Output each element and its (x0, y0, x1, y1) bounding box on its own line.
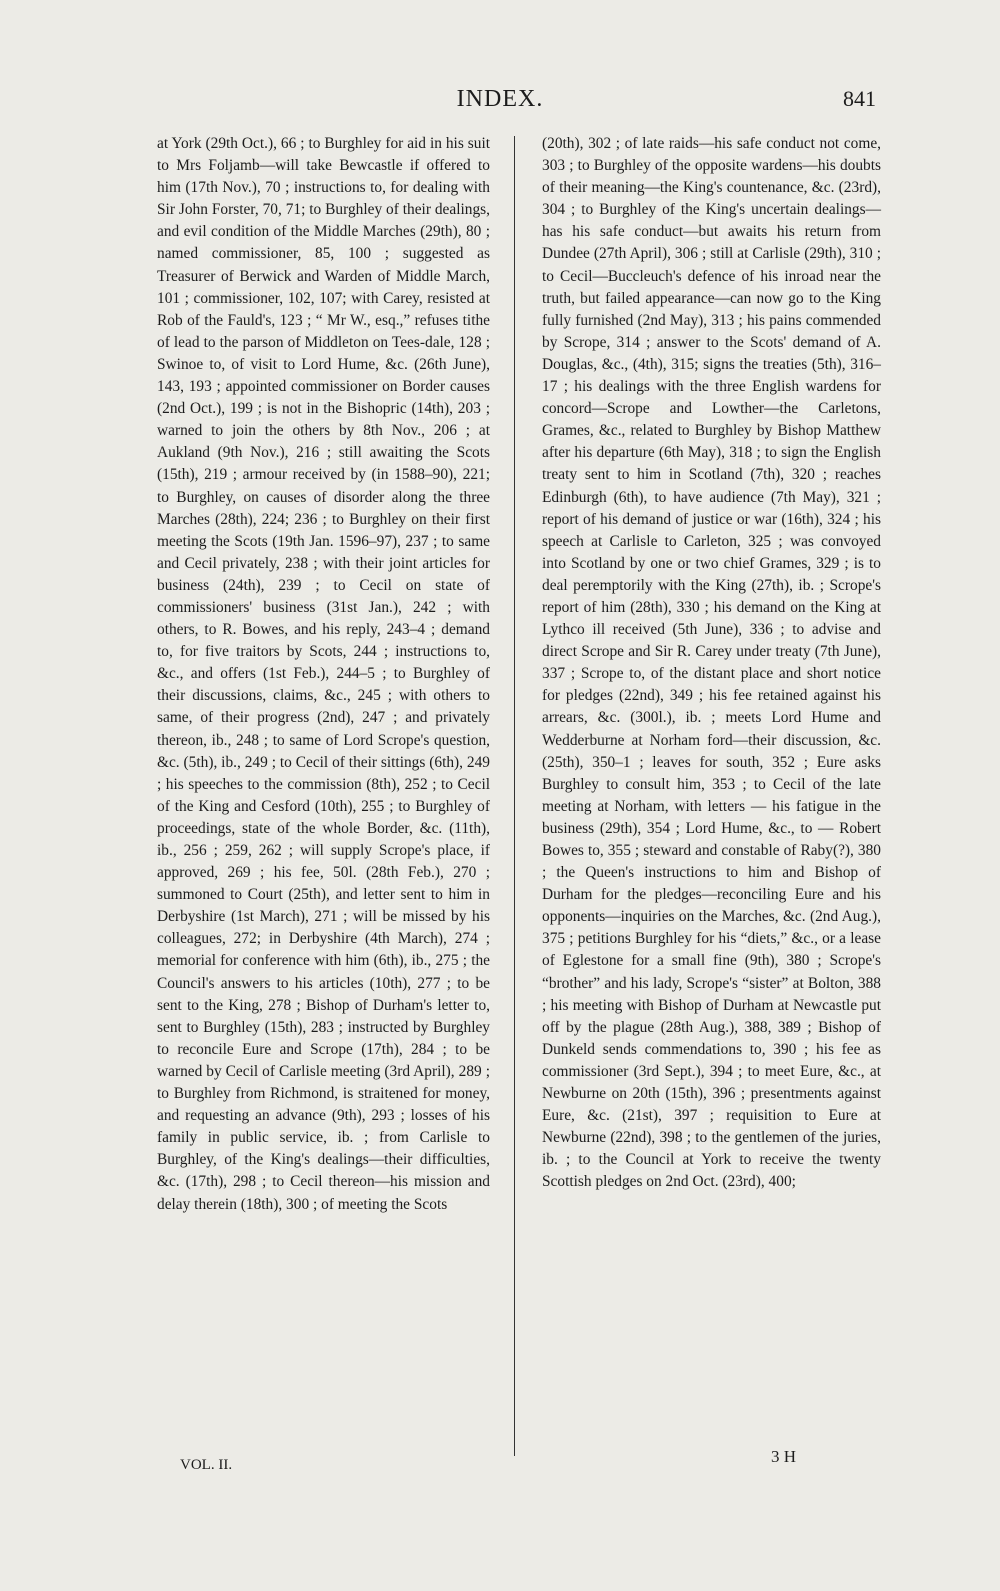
column-divider (514, 136, 515, 1456)
index-column-right (542, 133, 881, 1194)
volume-label: VOL. II. (180, 1457, 233, 1473)
page-title: INDEX. (456, 86, 544, 112)
page-number: 841 (843, 86, 876, 111)
signature-mark: 3 H (771, 1447, 797, 1466)
index-entry-text-left: at York (29th Oct.), 66 ; to Burghley for aid in his suit to Mrs Foljamb—will take Bewcastle if offered to him (17th Nov.), 70 ; instructions to, for dealing with Sir John Forster, 70, 71; to Burghley of their dealings, and evil condition of the Middle Marches (29th), 80 ; named commissioner, 85, 100 ; suggested as Treasurer of Berwick and Warden of Middle March, 101 ; commissioner, 102, 107; with Carey, resisted at Rob of the Fauld's, 123 ; “ Mr W., esq.,” refuses tithe of lead to the parson of Middleton on Tees-dale, 128 ; Swinoe to, of visit to Lord Hume, &c. (26th June), 143, 193 ; appointed commissioner on Border causes (2nd Oct.), 199 ; is not in the Bishopric (14th), 203 ; warned to join the others by 8th Nov., 206 ; at Aukland (9th Nov.), 216 ; still awaiting the Scots (15th), 219 ; armour received by (in 1588–90), 221; to Burghley, on causes of disorder along the three Marches (28th), 224; 236 ; to Burghley on their first meeting the Scots (19th Jan. 1596–97), 237 ; to same and Cecil privately, 238 ; with their joint articles for business (24th), 239 ; to Cecil on state of commissioners' business (31st Jan.), 242 ; with others, to R. Bowes, and his reply, 243–4 ; demand to, for five traitors by Scots, 244 ; instructions to, &c., and offers (1st Feb.), 244–5 ; to Burghley of their discussions, claims, &c., 245 ; with others to same, of their progress (2nd), 247 ; and privately thereon, ib., 248 ; to same of Lord Scrope's question, &c. (5th), ib., 249 ; to Cecil of their sittings (6th), 249 ; his speeches to the commission (8th), 252 ; to Cecil of the King and Cesford (10th), 255 ; to Burghley of proceedings, state of the whole Border, &c. (11th), ib., 256 ; 259, 262 ; will supply Scrope's place, if approved, 269 ; his fee, 50l. (28th Feb.), 270 ; summoned to Court (25th), and letter sent to him in Derbyshire (1st March), 271 ; will be missed by his colleagues, 272; in Derbyshire (4th March), 274 ; memorial for conference with him (6th), ib., 275 ; the Council's answers to his articles (10th), 277 ; to be sent to the King, 278 ; Bishop of Durham's letter to, sent to Burghley (15th), 283 ; instructed by Burghley to reconcile Eure and Scrope (17th), 284 ; to be warned by Cecil of Carlisle meeting (3rd April), 289 ; to Burghley from Richmond, is straitened for money, and requesting an advance (9th), 293 ; losses of his family in public service, ib. ; from Carlisle to Burghley, of the King's dealings—their difficulties, &c. (17th), 298 ; to Cecil thereon—his mission and delay therein (18th), 300 ; of meeting the Scots (157, 135, 490, 1213)
index-entry-text-right: (20th), 302 ; of late raids—his safe conduct not come, 303 ; to Burghley of the opposite wardens—his doubts of their meaning—the King's countenance, &c. (23rd), 304 ; to Burghley of the King's uncertain dealings—has his safe conduct—but awaits his return from Dundee (27th April), 306 ; still at Carlisle (29th), 310 ; to Cecil—Buccleuch's defence of his inroad near the truth, but failed appearance—can now go to the King fully furnished (2nd May), 313 ; his pains commended by Scrope, 314 ; answer to the Scots' demand of A. Douglas, &c., (4th), 315; signs the treaties (5th), 316–17 ; his dealings with the three English wardens for concord—Scrope and Lowther—the Carletons, Grames, &c., related to Burghley by Bishop Matthew after his departure (6th May), 318 ; to sign the English treaty sent to him in Scotland (7th), 320 ; reaches Edinburgh (6th), to have audience (7th May), 321 ; report of his demand of justice or war (16th), 324 ; his speech at Carlisle to Carleton, 325 ; was convoyed into Scotland by one or two chief Grames, 329 ; is to deal peremptorily with the King (27th), ib. ; Scrope's report of him (28th), 330 ; his demand on the King at Lythco ill received (5th June), 336 ; to advise and direct Scrope and Sir R. Carey under treaty (7th June), 337 ; Scrope to, of the distant place and short notice for pledges (22nd), 349 ; his fee retained against his arrears, &c. (300l.), ib. ; meets Lord Hume and Wedderburne at Norham ford—their discussion, &c. (25th), 350–1 ; leaves for south, 352 ; Eure asks Burghley to consult him, 353 ; to Cecil of the late meeting at Norham, with letters — his fatigue in the business (29th), 354 ; Lord Hume, &c., to — Robert Bowes to, 355 ; steward and constable of Raby(?), 380 ; the Queen's instructions to him and Bishop of Durham for the pledges—reconciling Eure and his opponents—inquiries on the Marches, &c. (2nd Aug.), 375 ; petitions Burghley for his “diets,” &c., or a lease of Eglestone for a small fine (9th), 380 ; Scrope's “brother” and his lady, Scrope's “sister” at Bolton, 388 ; his meeting with Bishop of Durham at Newcastle put off by the plague (28th Aug.), 388, 389 ; Bishop of Dunkeld sends commendations to, 390 ; his fee as commissioner (3rd Sept.), 394 ; to meet Eure, &c., at Newburne on 20th (15th), 396 ; presentments against Eure, &c. (21st), 397 ; requisition to Eure at Newburne (22nd), 398 ; to the gentlemen of the juries, ib. ; to the Council at York to receive the twenty Scottish pledges on 2nd Oct. (23rd), 400; (542, 135, 881, 1191)
index-column-left (157, 133, 490, 1216)
